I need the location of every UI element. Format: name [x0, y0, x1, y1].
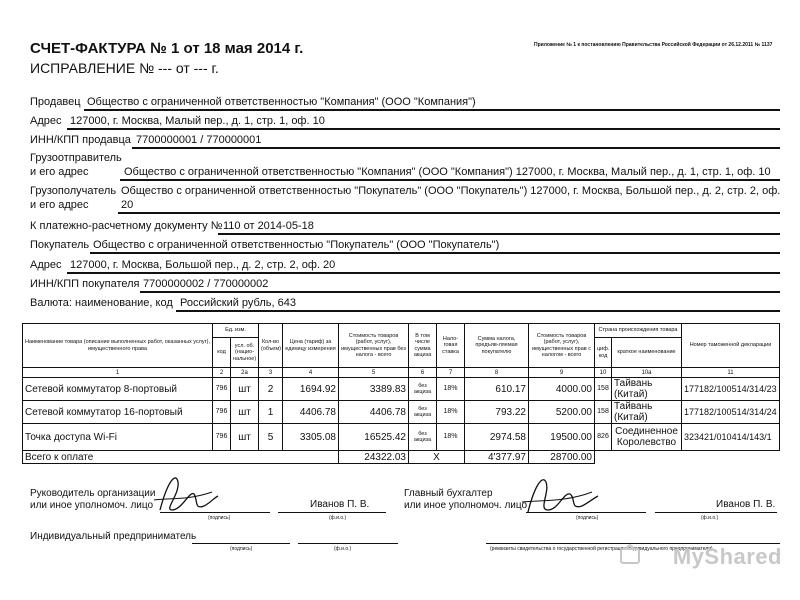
consignee-value-2: 20 — [121, 199, 134, 211]
invoice-table — [22, 323, 780, 464]
tax-rate: 18% — [437, 401, 465, 424]
buyer-row — [30, 239, 780, 255]
col-number: 3 — [259, 368, 283, 378]
total-excise: X — [409, 451, 465, 464]
shipper-row — [30, 152, 780, 182]
accountant-label-line-2: или иное уполномоч. лицо — [404, 500, 528, 511]
consignee-row — [30, 185, 780, 215]
col-number: 1 — [23, 368, 213, 378]
accountant-name-caption: (ф.и.о.) — [701, 515, 719, 521]
head-signature-icon — [150, 470, 220, 520]
quantity: 2 — [259, 378, 283, 401]
col-number: 2a — [231, 368, 259, 378]
watermark-logo-icon — [618, 543, 642, 567]
accountant-signature-icon — [520, 468, 600, 520]
col-header-country-code: циф. код — [595, 338, 612, 368]
cost-no-tax: 16525.42 — [339, 424, 409, 451]
country-name: Тайвань (Китай) — [612, 378, 682, 401]
column-numbers-row — [23, 368, 780, 378]
head-name: Иванов П. В. — [310, 499, 370, 510]
quantity: 5 — [259, 424, 283, 451]
unit-name: шт — [231, 424, 259, 451]
excise: без акциза — [409, 424, 437, 451]
buyer-value: Общество с ограниченной ответственностью "Покупатель" (ООО "Покупатель") — [93, 239, 500, 251]
col-number: 9 — [529, 368, 595, 378]
excise: без акциза — [409, 378, 437, 401]
head-name-caption: (ф.и.о.) — [329, 515, 347, 521]
seller-address-value: 127000, г. Москва, Малый пер., д. 1, стр. 1, оф. 10 — [70, 115, 325, 127]
col-number: 10 — [595, 368, 612, 378]
buyer-label: Покупатель — [30, 239, 90, 251]
consignee-label-1: Грузополучатель — [30, 185, 117, 197]
unit-name: шт — [231, 401, 259, 424]
col-header-excise: В том числе сумма акциза — [409, 324, 437, 368]
col-header-unit-name: усл. об. (нацио-нальное) — [231, 338, 259, 368]
tax-amount: 610.17 — [465, 378, 529, 401]
col-number: 7 — [437, 368, 465, 378]
seller-inn-value: 7700000001 / 770000001 — [136, 134, 262, 146]
buyer-inn-row — [30, 278, 780, 294]
table-row — [23, 424, 780, 451]
buyer-inn-value: 7700000002 / 770000002 — [143, 278, 269, 290]
legal-note: Приложение № 1 к постановлению Правительства Российской Федерации от 26.12.2011 № 1137 — [534, 42, 773, 48]
country-code: 158 — [595, 378, 612, 401]
price: 1694.92 — [283, 378, 339, 401]
seller-inn-label: ИНН/КПП продавца — [30, 134, 131, 146]
cost-with-tax: 19500.00 — [529, 424, 595, 451]
country-name: Тайвань (Китай) — [612, 401, 682, 424]
currency-row — [30, 297, 780, 313]
watermark-text: MyShared — [672, 544, 782, 569]
currency-label: Валюта: наименование, код — [30, 297, 173, 309]
total-tax: 4'377.97 — [465, 451, 529, 464]
price: 3305.08 — [283, 424, 339, 451]
cost-with-tax: 4000.00 — [529, 378, 595, 401]
col-number: 10a — [612, 368, 682, 378]
head-label — [30, 488, 155, 512]
total-label: Всего к оплате — [23, 451, 339, 464]
payment-doc-row — [30, 220, 780, 236]
col-number: 6 — [409, 368, 437, 378]
col-header-name: Наименование товара (описание выполненных работ, оказанных услуг), имущественного права — [23, 324, 213, 368]
col-header-total: Стоимость товаров (работ, услуг), имущественных прав с налогом - всего — [529, 324, 595, 368]
head-label-line-1: Руководитель организации — [30, 488, 156, 499]
cost-no-tax: 4406.78 — [339, 401, 409, 424]
shipper-label-1: Грузоотправитель — [30, 152, 122, 164]
unit-name: шт — [231, 378, 259, 401]
tax-rate: 18% — [437, 378, 465, 401]
consignee-value-1: Общество с ограниченной ответственностью "Покупатель" (ООО "Покупатель") 127000, г. Москва, Большой пер., д. 2, стр. 2, оф. — [121, 185, 781, 197]
unit-code: 796 — [213, 378, 231, 401]
buyer-address-row — [30, 259, 780, 275]
col-number: 4 — [283, 368, 339, 378]
tax-amount: 2974.58 — [465, 424, 529, 451]
total-with-tax: 28700.00 — [529, 451, 595, 464]
customs-number: 177182/100514/314/23 — [682, 378, 780, 401]
accountant-label — [404, 488, 527, 512]
currency-value: Российский рубль, 643 — [180, 297, 296, 309]
seller-row — [30, 96, 780, 112]
col-number: 8 — [465, 368, 529, 378]
col-header-unit: Ед. изм. — [213, 324, 259, 338]
correction-line: ИСПРАВЛЕНИЕ № --- от --- г. — [30, 60, 219, 76]
item-name: Сетевой коммутатор 8-портовый — [23, 378, 213, 401]
customs-number: 323421/010414/143/1 — [682, 424, 780, 451]
buyer-address-value: 127000, г. Москва, Большой пер., д. 2, стр. 2, оф. 20 — [70, 259, 336, 271]
quantity: 1 — [259, 401, 283, 424]
head-label-line-2: или иное уполномоч. лицо — [30, 500, 154, 511]
tax-rate: 18% — [437, 424, 465, 451]
accountant-sign-caption: (подпись) — [576, 515, 599, 521]
buyer-address-label: Адрес — [30, 259, 62, 271]
col-header-qty: Кол-во (объем) — [259, 324, 283, 368]
consignee-label-2: и его адрес — [30, 199, 89, 211]
col-header-customs: Номер таможенной декларации — [682, 324, 780, 368]
col-header-tax: Сумма налога, предъяв-ляемая покупателю — [465, 324, 529, 368]
col-number: 11 — [682, 368, 780, 378]
shipper-label-2: и его адрес — [30, 166, 89, 178]
head-sign-caption: (подпись) — [208, 515, 231, 521]
entrepreneur-sign-caption: (подпись) — [230, 546, 253, 552]
seller-value: Общество с ограниченной ответственностью "Компания" (ООО "Компания") — [87, 96, 476, 108]
excise: без акциза — [409, 401, 437, 424]
col-header-unit-code: код — [213, 338, 231, 368]
col-header-cost: Стоимость товаров (работ, услуг), имущественных прав без налога - всего — [339, 324, 409, 368]
country-name: Соединенное Королевство — [612, 424, 682, 451]
unit-code: 796 — [213, 401, 231, 424]
col-number: 2 — [213, 368, 231, 378]
invoice-title: СЧЕТ-ФАКТУРА № 1 от 18 мая 2014 г. — [30, 40, 304, 57]
cost-no-tax: 3389.83 — [339, 378, 409, 401]
cost-with-tax: 5200.00 — [529, 401, 595, 424]
item-name: Точка доступа Wi-Fi — [23, 424, 213, 451]
unit-code: 796 — [213, 424, 231, 451]
country-code: 158 — [595, 401, 612, 424]
item-name: Сетевой коммутатор 16-портовый — [23, 401, 213, 424]
tax-amount: 793.22 — [465, 401, 529, 424]
table-row — [23, 378, 780, 401]
customs-number: 177182/100514/314/24 — [682, 401, 780, 424]
seller-label: Продавец — [30, 96, 81, 108]
accountant-name: Иванов П. В. — [716, 499, 776, 510]
country-code: 826 — [595, 424, 612, 451]
payment-doc-label: К платежно-расчетному документу № — [30, 220, 223, 232]
col-header-country-name: краткое наименование — [612, 338, 682, 368]
col-header-country: Страна происхождения товара — [595, 324, 682, 338]
certificate-caption: (реквизиты свидетельства о государственной регистрации индивидуального предпринимателя) — [490, 546, 713, 552]
seller-address-row — [30, 115, 780, 131]
entrepreneur-label: Индивидуальный предприниматель — [30, 531, 197, 542]
entrepreneur-name-caption: (ф.и.о.) — [334, 546, 352, 552]
accountant-label-line-1: Главный бухгалтер — [404, 488, 493, 499]
buyer-inn-label: ИНН/КПП покупателя — [30, 278, 140, 290]
seller-inn-row — [30, 134, 780, 150]
payment-doc-value: 110 от 2014-05-18 — [223, 220, 314, 232]
price: 4406.78 — [283, 401, 339, 424]
col-header-price: Цена (тариф) за единицу измерения — [283, 324, 339, 368]
shipper-value: Общество с ограниченной ответственностью "Компания" (ООО "Компания") 127000, г. Москва, Малый пер., д. 1, стр. 1, оф. 10 — [124, 166, 771, 178]
total-row — [23, 451, 780, 464]
col-number: 5 — [339, 368, 409, 378]
total-cost: 24322.03 — [339, 451, 409, 464]
table-row — [23, 401, 780, 424]
seller-address-label: Адрес — [30, 115, 62, 127]
col-header-rate: Нало-говая ставка — [437, 324, 465, 368]
